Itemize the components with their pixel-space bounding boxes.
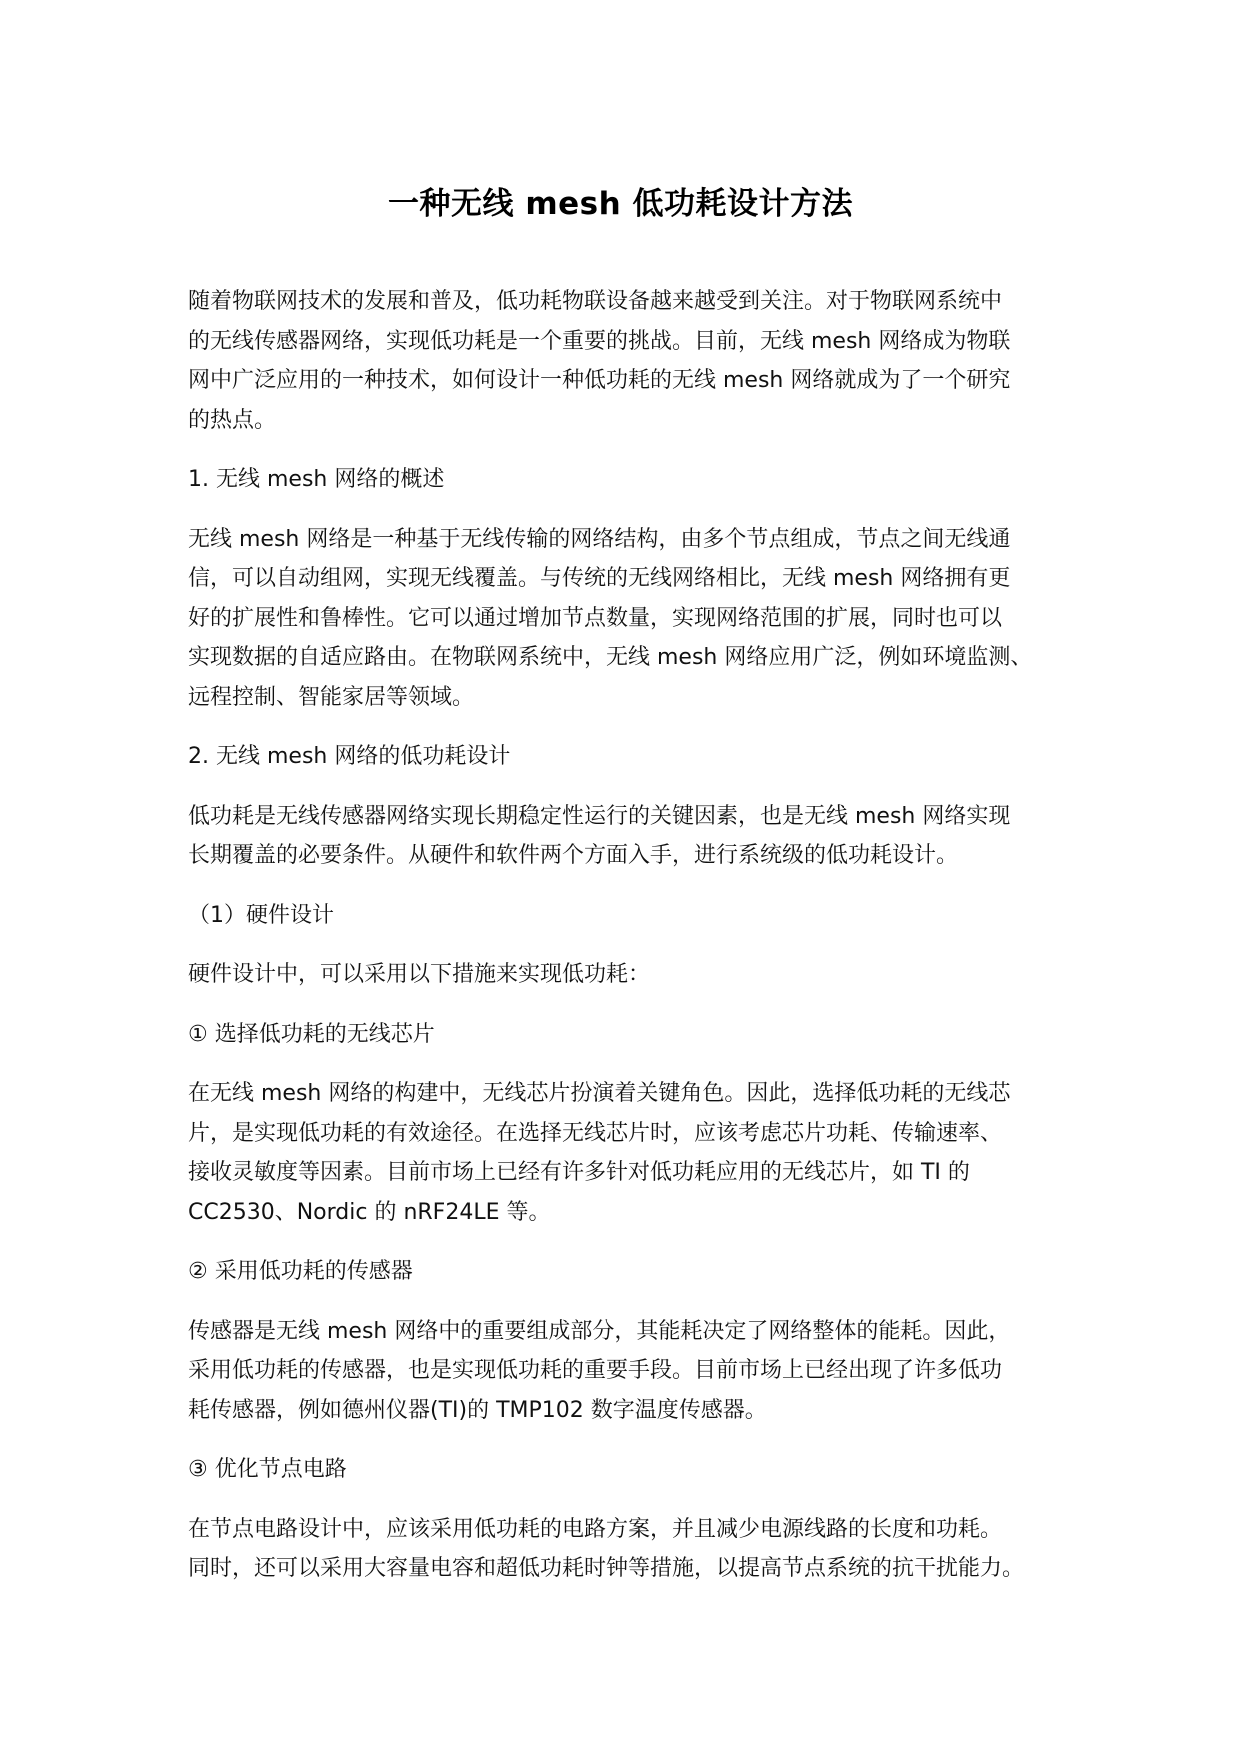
text-line: 传感器是无线 mesh 网络中的重要组成部分，其能耗决定了网络整体的能耗。因此， (188, 1318, 1011, 1344)
text-line: 信，可以自动组网，实现无线覆盖。与传统的无线网络相比，无线 mesh 网络拥有更 (188, 566, 1011, 591)
text-line: 好的扩展性和鲁棒性。它可以通过增加节点数量，实现网络范围的扩展，同时也可以 (188, 605, 1003, 631)
text-line: 接收灵敏度等因素。目前市场上已经有许多针对低功耗应用的无线芯片，如 TI 的 (188, 1160, 970, 1185)
item-heading-sensor: ② 采用低功耗的传感器 (188, 1259, 413, 1284)
text-line: 采用低功耗的传感器，也是实现低功耗的重要手段。目前市场上已经出现了许多低功 (188, 1358, 1003, 1383)
text-line: 长期覆盖的必要条件。从硬件和软件两个方面入手，进行系统级的低功耗设计。 (188, 843, 959, 868)
subheading-hardware-design: （1）硬件设计 (188, 902, 334, 928)
paragraph-circuit (188, 1510, 1068, 1589)
text-line: 在无线 mesh 网络的构建中，无线芯片扮演着关键角色。因此，选择低功耗的无线芯 (188, 1081, 1011, 1106)
paragraph-low-power (188, 797, 1068, 876)
text-line: 同时，还可以采用大容量电容和超低功耗时钟等措施，以提高节点系统的抗干扰能力。 (188, 1556, 1025, 1581)
text-line: 在节点电路设计中，应该采用低功耗的电路方案，并且减少电源线路的长度和功耗。 (188, 1516, 1003, 1542)
section-heading-low-power-design: 2. 无线 mesh 网络的低功耗设计 (188, 744, 511, 769)
paragraph-intro (188, 282, 1068, 440)
text-line: 低功耗是无线传感器网络实现长期稳定性运行的关键因素，也是无线 mesh 网络实现 (188, 803, 1011, 829)
text-line: 的热点。 (188, 407, 277, 433)
text-line: 无线 mesh 网络是一种基于无线传输的网络结构，由多个节点组成，节点之间无线通 (188, 526, 1011, 552)
text-line: 网中广泛应用的一种技术，如何设计一种低功耗的无线 mesh 网络就成为了一个研究 (188, 368, 1011, 393)
paragraph-overview (188, 520, 1068, 718)
document-title: 一种无线 mesh 低功耗设计方法 (388, 186, 853, 222)
paragraph-sensor (188, 1312, 1068, 1431)
text-line: 的无线传感器网络，实现低功耗是一个重要的挑战。目前，无线 mesh 网络成为物联 (188, 328, 1011, 354)
section-heading-overview: 1. 无线 mesh 网络的概述 (188, 467, 445, 492)
paragraph-hardware-intro: 硬件设计中，可以采用以下措施来实现低功耗： (188, 962, 651, 987)
text-line: 随着物联网技术的发展和普及，低功耗物联设备越来越受到关注。对于物联网系统中 (188, 289, 1003, 314)
text-line: 远程控制、智能家居等领域。 (188, 684, 475, 710)
document-body (188, 282, 1068, 1609)
item-heading-chip: ① 选择低功耗的无线芯片 (188, 1021, 435, 1047)
text-line: 实现数据的自适应路由。在物联网系统中，无线 mesh 网络应用广泛，例如环境监测、 (188, 645, 1033, 670)
paragraph-chip (188, 1074, 1068, 1232)
item-heading-circuit: ③ 优化节点电路 (188, 1457, 347, 1482)
text-line: 片，是实现低功耗的有效途径。在选择无线芯片时，应该考虑芯片功耗、传输速率、 (188, 1120, 1003, 1146)
text-line: CC2530、Nordic 的 nRF24LE 等。 (188, 1199, 551, 1225)
text-line: 耗传感器，例如德州仪器(TI)的 TMP102 数字温度传感器。 (188, 1397, 767, 1423)
